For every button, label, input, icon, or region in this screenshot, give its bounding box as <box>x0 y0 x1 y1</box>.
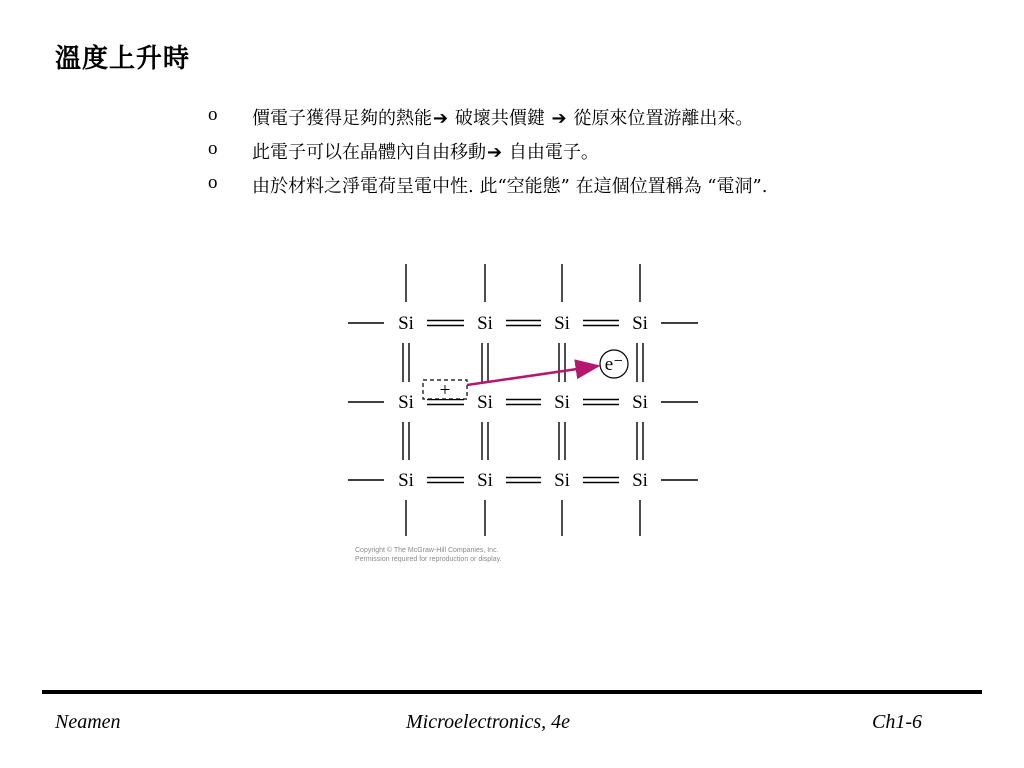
electron-label: e⁻ <box>604 354 624 375</box>
bullet-item-1 <box>208 104 998 138</box>
bullet-text-part: 價電子獲得足夠的熱能 <box>252 108 432 129</box>
footer-book-title: Microelectronics, 4e <box>406 711 571 733</box>
bullet-text-part: 自由電子。 <box>503 142 599 163</box>
si-atom-label: Si <box>554 392 570 413</box>
arrow-right-icon: ➔ <box>487 142 503 163</box>
copyright-line: Permission required for reproduction or display. <box>355 556 502 563</box>
bullet-marker: o <box>208 104 218 125</box>
bullet-text-part: 此電子可以在晶體內自由移動 <box>252 142 486 163</box>
bullet-text-part: 從原來位置游離出來。 <box>567 108 754 129</box>
si-atom-label: Si <box>477 313 493 334</box>
si-atom-label: Si <box>477 392 493 413</box>
silicon-lattice-diagram <box>340 258 710 538</box>
bullet-marker: o <box>208 138 218 159</box>
bullet-text <box>252 138 599 164</box>
si-atom-label: Si <box>632 470 648 491</box>
si-atom-label: Si <box>554 470 570 491</box>
si-atom-label: Si <box>477 470 493 491</box>
electron-movement-arrow <box>467 366 598 385</box>
si-atom-label: Si <box>398 392 414 413</box>
slide-title: 溫度上升時 <box>55 44 191 74</box>
bullet-list <box>208 104 998 206</box>
bullet-item-2 <box>208 138 998 172</box>
arrow-right-icon: ➔ <box>433 108 449 129</box>
si-atom-label: Si <box>398 313 414 334</box>
lattice-svg <box>340 258 710 538</box>
copyright-line: Copyright © The McGraw-Hill Companies, Inc. <box>355 547 499 554</box>
bullet-item-3 <box>208 172 998 206</box>
footer-page-number: Ch1-6 <box>872 711 922 733</box>
footer-author: Neamen <box>55 711 121 733</box>
bullet-text-part: 破壞共價鍵 <box>449 108 551 129</box>
copyright-notice <box>355 546 502 564</box>
bullet-marker: o <box>208 172 218 193</box>
si-atom-label: Si <box>632 313 648 334</box>
si-atom-label: Si <box>398 470 414 491</box>
arrow-right-icon: ➔ <box>551 108 567 129</box>
si-atom-label: Si <box>632 392 648 413</box>
footer-divider <box>42 690 982 694</box>
bullet-text <box>252 104 753 130</box>
hole-plus-sign: + <box>439 380 451 401</box>
bullet-text: 由於材料之淨電荷呈電中性. 此“空能態” 在這個位置稱為 “電洞”. <box>252 176 768 197</box>
si-atom-label: Si <box>554 313 570 334</box>
